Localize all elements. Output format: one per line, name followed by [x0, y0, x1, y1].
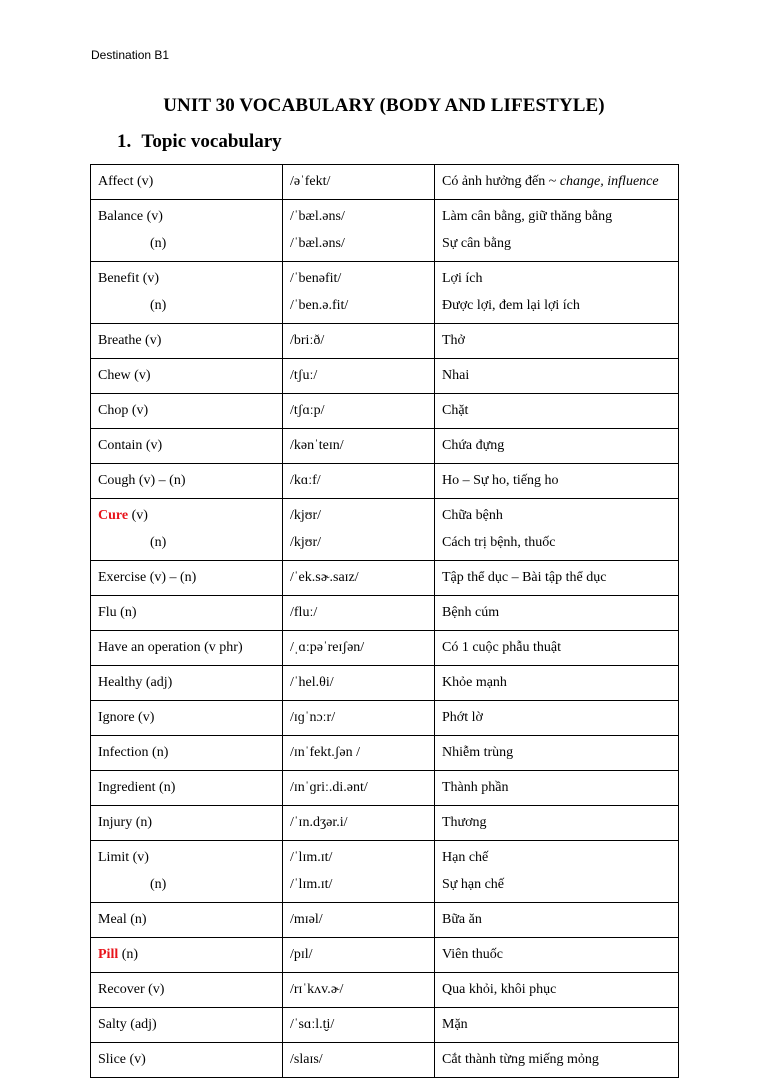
table-row: [91, 429, 679, 464]
meaning-line: Sự hạn chế: [442, 877, 505, 892]
pronunciation-line: /rɪˈkʌv.ɚ/: [290, 982, 344, 997]
meaning-line: Phớt lờ: [442, 710, 483, 725]
table-row: [91, 666, 679, 701]
pronunciation-line: /kɑːf/: [290, 473, 321, 488]
pronunciation-cell: [283, 771, 435, 806]
highlighted-word: Cure: [98, 508, 129, 523]
pronunciation-line: /kjʊr/: [290, 508, 322, 523]
meaning-cell: [435, 429, 679, 464]
meaning-line: Hạn chế: [442, 850, 489, 865]
word-line: Benefit (v): [98, 271, 160, 286]
pronunciation-cell: [283, 938, 435, 973]
section-label: Topic vocabulary: [141, 131, 282, 152]
meaning-cell: [435, 806, 679, 841]
pronunciation-cell: [283, 262, 435, 324]
meaning-line: Qua khỏi, khôi phục: [442, 982, 557, 997]
meaning-line: Mặn: [442, 1017, 468, 1032]
word-line: Balance (v): [98, 209, 163, 224]
table-row: [91, 938, 679, 973]
meaning-line: Thở: [442, 333, 465, 348]
word-cell: [91, 1008, 283, 1043]
pronunciation-line: /slaɪs/: [290, 1052, 323, 1067]
meaning-synonyms: change, influence: [559, 174, 659, 189]
pronunciation-line: /ˈlɪm.ɪt/: [290, 877, 333, 892]
meaning-line: Ho – Sự ho, tiếng ho: [442, 473, 559, 488]
word-line: Healthy (adj): [98, 675, 173, 690]
table-row: [91, 394, 679, 429]
meaning-cell: [435, 359, 679, 394]
meaning-line: Lợi ích: [442, 271, 483, 286]
meaning-line: Bữa ăn: [442, 912, 482, 927]
meaning-cell: [435, 938, 679, 973]
meaning-line: Viên thuốc: [442, 947, 503, 962]
table-row: [91, 806, 679, 841]
word-cell: [91, 903, 283, 938]
pronunciation-line: /ˌɑːpəˈreɪʃən/: [290, 640, 365, 655]
word-cell: [91, 938, 283, 973]
word-line: (n): [150, 877, 167, 892]
meaning-cell: [435, 771, 679, 806]
pronunciation-line: /fluː/: [290, 605, 318, 620]
pronunciation-cell: [283, 631, 435, 666]
meaning-cell: [435, 394, 679, 429]
word-cell: [91, 262, 283, 324]
meaning-cell: [435, 499, 679, 561]
page-title: UNIT 30 VOCABULARY (BODY AND LIFESTYLE): [163, 95, 605, 116]
pronunciation-line: /ˈbæl.əns/: [290, 209, 345, 224]
pronunciation-line: /ɪnˈfekt.ʃən /: [290, 745, 360, 760]
pronunciation-line: /ˈben.ə.fit/: [290, 298, 349, 313]
pronunciation-cell: [283, 359, 435, 394]
word-line: Recover (v): [98, 982, 165, 997]
meaning-line: Bệnh cúm: [442, 605, 500, 620]
table-row: [91, 499, 679, 561]
meaning-cell: [435, 1008, 679, 1043]
meaning-line: Nhiễm trùng: [442, 745, 514, 760]
word-line: Breathe (v): [98, 333, 162, 348]
pronunciation-cell: [283, 394, 435, 429]
pronunciation-line: /ˈɪn.dʒər.i/: [290, 815, 348, 830]
word-line: (n): [150, 298, 167, 313]
meaning-cell: [435, 973, 679, 1008]
meaning-cell: [435, 631, 679, 666]
meaning-line: Sự cân bằng: [442, 236, 512, 251]
meaning-cell: [435, 903, 679, 938]
word-cell: [91, 1043, 283, 1078]
pronunciation-line: /ˈbæl.əns/: [290, 236, 345, 251]
meaning-cell: [435, 1043, 679, 1078]
pronunciation-line: /ɪnˈɡriː.di.ənt/: [290, 780, 368, 795]
section-heading: [117, 131, 282, 153]
meaning-line: Chứa đựng: [442, 438, 505, 453]
table-row: [91, 262, 679, 324]
table-row: [91, 324, 679, 359]
meaning-line: Nhai: [442, 368, 470, 383]
pronunciation-line: /ˈlɪm.ɪt/: [290, 850, 333, 865]
pronunciation-line: /kjʊr/: [290, 535, 322, 550]
meaning-cell: [435, 596, 679, 631]
meaning-line: Làm cân bằng, giữ thăng bằng: [442, 209, 613, 224]
table-row: [91, 359, 679, 394]
pronunciation-cell: [283, 1043, 435, 1078]
word-line: Contain (v): [98, 438, 163, 453]
table-row: [91, 200, 679, 262]
word-part-of-speech: (n): [118, 947, 139, 962]
word-cell: [91, 324, 283, 359]
pronunciation-line: /pɪl/: [290, 947, 313, 962]
word-cell: [91, 429, 283, 464]
table-row: [91, 903, 679, 938]
pronunciation-cell: [283, 806, 435, 841]
table-row: [91, 165, 679, 200]
word-cell: [91, 200, 283, 262]
pronunciation-cell: [283, 666, 435, 701]
pronunciation-cell: [283, 973, 435, 1008]
pronunciation-cell: [283, 841, 435, 903]
meaning-cell: [435, 324, 679, 359]
word-line: Injury (n): [98, 815, 153, 830]
meaning-line: Được lợi, đem lại lợi ích: [442, 298, 580, 313]
word-line: Meal (n): [98, 912, 147, 927]
meaning-line: Chặt: [442, 403, 469, 418]
pronunciation-line: /tʃɑːp/: [290, 403, 325, 418]
word-cell: [91, 499, 283, 561]
word-cell: [91, 806, 283, 841]
word-line: Have an operation (v phr): [98, 640, 243, 655]
word-cell: [91, 666, 283, 701]
word-cell: [91, 596, 283, 631]
pronunciation-line: /ɪɡˈnɔːr/: [290, 710, 336, 725]
pronunciation-cell: [283, 165, 435, 200]
word-line: (n): [150, 236, 167, 251]
word-cell: [91, 631, 283, 666]
word-line: (n): [150, 535, 167, 550]
table-row: [91, 973, 679, 1008]
pronunciation-line: /ˈek.sɚ.saɪz/: [290, 570, 359, 585]
word-line: Infection (n): [98, 745, 169, 760]
meaning-cell: [435, 561, 679, 596]
word-line: Limit (v): [98, 850, 149, 865]
word-line: Chew (v): [98, 368, 151, 383]
pronunciation-cell: [283, 561, 435, 596]
word-line: [98, 941, 275, 968]
word-line: Affect (v): [98, 174, 154, 189]
header-note: Destination B1: [91, 48, 170, 62]
word-cell: [91, 736, 283, 771]
table-row: [91, 1043, 679, 1078]
word-line: Salty (adj): [98, 1017, 157, 1032]
pronunciation-cell: [283, 499, 435, 561]
word-cell: [91, 561, 283, 596]
meaning-cell: [435, 736, 679, 771]
meaning-cell: [435, 464, 679, 499]
pronunciation-cell: [283, 464, 435, 499]
pronunciation-cell: [283, 736, 435, 771]
meaning-cell: [435, 262, 679, 324]
meaning-line: Cách trị bệnh, thuốc: [442, 535, 556, 550]
table-row: [91, 736, 679, 771]
meaning-line: Có ảnh hưởng đến ~: [442, 174, 560, 189]
table-row: [91, 596, 679, 631]
meaning-line: Khỏe mạnh: [442, 675, 507, 690]
pronunciation-line: /ˈsɑːl.t̬i/: [290, 1017, 335, 1032]
table-row: [91, 701, 679, 736]
table-row: [91, 841, 679, 903]
word-line: Exercise (v) – (n): [98, 570, 197, 585]
word-line: Cough (v) – (n): [98, 473, 186, 488]
table-row: [91, 631, 679, 666]
meaning-cell: [435, 200, 679, 262]
word-cell: [91, 841, 283, 903]
meaning-cell: [435, 701, 679, 736]
pronunciation-cell: [283, 324, 435, 359]
meaning-cell: [435, 841, 679, 903]
pronunciation-line: /tʃuː/: [290, 368, 318, 383]
meaning-cell: [435, 666, 679, 701]
meaning-line: Thành phần: [442, 780, 509, 795]
table-row: [91, 771, 679, 806]
word-line: Chop (v): [98, 403, 149, 418]
pronunciation-line: /briːð/: [290, 333, 325, 348]
pronunciation-cell: [283, 1008, 435, 1043]
meaning-line: Chữa bệnh: [442, 508, 503, 523]
pronunciation-line: /ˈbenəfit/: [290, 271, 342, 286]
section-number: 1.: [117, 131, 132, 152]
vocabulary-table: [90, 164, 679, 1078]
word-cell: [91, 359, 283, 394]
word-line: Ingredient (n): [98, 780, 176, 795]
pronunciation-cell: [283, 200, 435, 262]
word-cell: [91, 464, 283, 499]
pronunciation-line: /əˈfekt/: [290, 174, 331, 189]
word-line: Flu (n): [98, 605, 137, 620]
word-line: [98, 502, 275, 529]
table-row: [91, 561, 679, 596]
word-cell: [91, 973, 283, 1008]
highlighted-word: Pill: [98, 947, 119, 962]
pronunciation-cell: [283, 596, 435, 631]
word-line: Slice (v): [98, 1052, 146, 1067]
pronunciation-line: /ˈhel.θi/: [290, 675, 334, 690]
word-cell: [91, 394, 283, 429]
word-part-of-speech: (v): [128, 508, 148, 523]
meaning-cell: [435, 165, 679, 200]
meaning-line: Tập thể dục – Bài tập thể dục: [442, 570, 607, 585]
pronunciation-cell: [283, 701, 435, 736]
word-line: Ignore (v): [98, 710, 155, 725]
meaning-line: Có 1 cuộc phẫu thuật: [442, 640, 561, 655]
pronunciation-line: /kənˈteɪn/: [290, 438, 344, 453]
pronunciation-line: /mɪəl/: [290, 912, 323, 927]
meaning-line: Cắt thành từng miếng mỏng: [442, 1052, 599, 1067]
word-cell: [91, 771, 283, 806]
pronunciation-cell: [283, 903, 435, 938]
word-cell: [91, 701, 283, 736]
table-row: [91, 1008, 679, 1043]
meaning-line: Thương: [442, 815, 487, 830]
pronunciation-cell: [283, 429, 435, 464]
table-row: [91, 464, 679, 499]
word-cell: [91, 165, 283, 200]
